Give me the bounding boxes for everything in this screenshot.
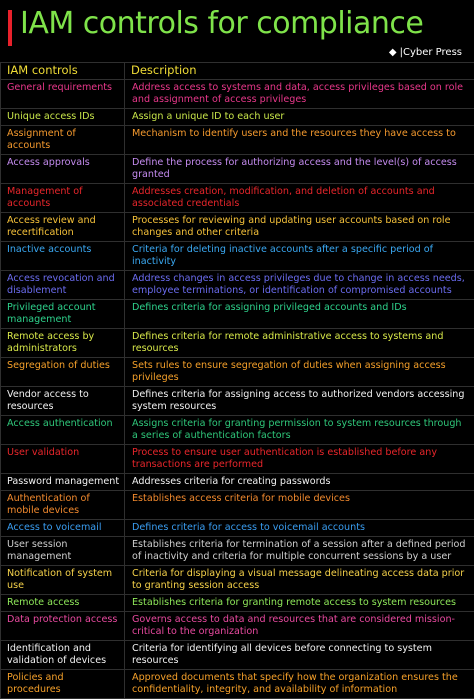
control-description: Establishes access criteria for mobile devices xyxy=(125,491,474,520)
page-title: IAM controls for compliance xyxy=(20,6,423,41)
control-description: Approved documents that specify how the organization ensures the confidentiality, integrity, and availability of information xyxy=(125,670,474,699)
control-description: Address access to systems and data, access privileges based on role and assignment of access privileges xyxy=(125,80,474,109)
table-row xyxy=(1,641,474,670)
table-row xyxy=(1,358,474,387)
table-row xyxy=(1,491,474,520)
control-name: Remote access xyxy=(1,595,125,612)
control-name: User validation xyxy=(1,445,125,474)
control-name: Vendor access to resources xyxy=(1,387,125,416)
table-row xyxy=(1,445,474,474)
table-row xyxy=(1,387,474,416)
table-row xyxy=(1,271,474,300)
control-description: Sets rules to ensure segregation of duties when assigning access privileges xyxy=(125,358,474,387)
table-row xyxy=(1,416,474,445)
control-description: Criteria for deleting inactive accounts after a specific period of inactivity xyxy=(125,242,474,271)
table-row xyxy=(1,184,474,213)
table-row xyxy=(1,329,474,358)
table-row xyxy=(1,155,474,184)
table-row xyxy=(1,474,474,491)
control-description: Assign a unique ID to each user xyxy=(125,109,474,126)
column-header-description: Description xyxy=(125,63,474,80)
control-name: Remote access by administrators xyxy=(1,329,125,358)
control-description: Define the process for authorizing access and the level(s) of access granted xyxy=(125,155,474,184)
title-accent-bar xyxy=(8,10,12,46)
control-name: Assignment of accounts xyxy=(1,126,125,155)
control-name: Authentication of mobile devices xyxy=(1,491,125,520)
brand-label: |Cyber Press xyxy=(400,47,462,58)
control-name: Password management xyxy=(1,474,125,491)
control-name: Management of accounts xyxy=(1,184,125,213)
control-description: Defines criteria for assigning privileged accounts and IDs xyxy=(125,300,474,329)
iam-controls-table xyxy=(0,62,474,699)
table-row xyxy=(1,537,474,566)
control-name: General requirements xyxy=(1,80,125,109)
table-row xyxy=(1,109,474,126)
control-description: Addresses creation, modification, and deletion of accounts and associated credentials xyxy=(125,184,474,213)
brand xyxy=(389,47,462,58)
control-description: Defines criteria for remote administrative access to systems and resources xyxy=(125,329,474,358)
table-row xyxy=(1,126,474,155)
table-row xyxy=(1,242,474,271)
table-row xyxy=(1,595,474,612)
table-row xyxy=(1,520,474,537)
control-name: Access revocation and disablement xyxy=(1,271,125,300)
control-description: Establishes criteria for granting remote access to system resources xyxy=(125,595,474,612)
table-row xyxy=(1,80,474,109)
column-header-controls: IAM controls xyxy=(1,63,125,80)
table-row xyxy=(1,670,474,699)
control-name: Inactive accounts xyxy=(1,242,125,271)
table-header-row xyxy=(1,63,474,80)
control-name: Access authentication xyxy=(1,416,125,445)
control-name: Access review and recertification xyxy=(1,213,125,242)
table-body xyxy=(1,80,474,699)
header xyxy=(0,0,474,62)
control-description: Mechanism to identify users and the resources they have access to xyxy=(125,126,474,155)
table-row xyxy=(1,300,474,329)
control-description: Address changes in access privileges due to change in access needs, employee terminations, or identification of compromised accounts xyxy=(125,271,474,300)
control-name: Policies and procedures xyxy=(1,670,125,699)
control-description: Assigns criteria for granting permission to system resources through a series of authentication factors xyxy=(125,416,474,445)
control-name: Data protection access xyxy=(1,612,125,641)
control-name: User session management xyxy=(1,537,125,566)
control-name: Identification and validation of devices xyxy=(1,641,125,670)
control-description: Establishes criteria for termination of a session after a defined period of inactivity and criteria for multiple concurrent sessions by a user xyxy=(125,537,474,566)
table-row xyxy=(1,612,474,641)
control-description: Process to ensure user authentication is established before any transactions are performed xyxy=(125,445,474,474)
control-name: Segregation of duties xyxy=(1,358,125,387)
control-name: Unique access IDs xyxy=(1,109,125,126)
control-name: Access to voicemail xyxy=(1,520,125,537)
table-row xyxy=(1,566,474,595)
control-description: Criteria for displaying a visual message delineating access data prior to granting session access xyxy=(125,566,474,595)
cyber-press-diamond-icon: ◆ xyxy=(389,47,397,58)
control-name: Privileged account management xyxy=(1,300,125,329)
control-name: Access approvals xyxy=(1,155,125,184)
control-description: Governs access to data and resources that are considered mission-critical to the organization xyxy=(125,612,474,641)
control-description: Addresses criteria for creating passwords xyxy=(125,474,474,491)
table-row xyxy=(1,213,474,242)
control-description: Defines criteria for assigning access to authorized vendors accessing system resources xyxy=(125,387,474,416)
control-description: Defines criteria for access to voicemail accounts xyxy=(125,520,474,537)
control-name: Notification of system use xyxy=(1,566,125,595)
control-description: Criteria for identifying all devices before connecting to system resources xyxy=(125,641,474,670)
control-description: Processes for reviewing and updating user accounts based on role changes and other criteria xyxy=(125,213,474,242)
